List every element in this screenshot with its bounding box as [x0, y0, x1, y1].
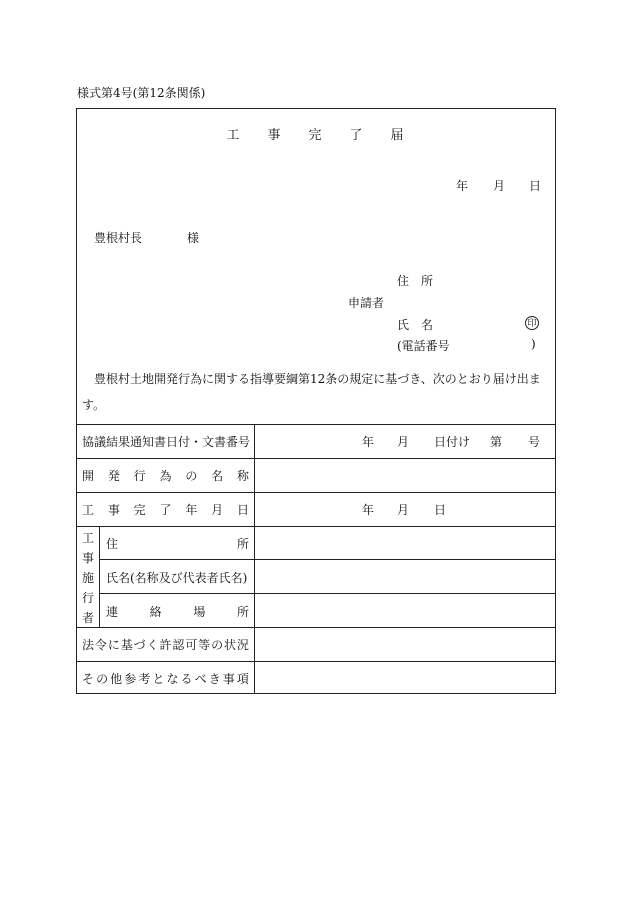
row1-date-suffix: 日付け	[434, 435, 471, 449]
row-label-permits-status	[82, 636, 249, 653]
label-char: 工	[82, 503, 95, 517]
addressee-name: 豊根村長	[94, 231, 143, 245]
row3-day: 日	[434, 503, 447, 517]
label-char: 為	[159, 469, 172, 483]
table-top-border	[76, 424, 556, 425]
label-char: 行	[133, 469, 146, 483]
table-row-divider	[99, 593, 556, 594]
seal-mark: 印	[525, 316, 539, 330]
row1-month: 月	[397, 435, 410, 449]
form-number-label: 様式第4号(第12条関係)	[77, 86, 206, 100]
label-char: 参	[124, 672, 137, 686]
label-char: 基	[120, 638, 133, 652]
row-label-completion-date	[82, 501, 249, 518]
applicant-name-label: 氏 名	[397, 318, 434, 332]
label-char: 状	[223, 638, 236, 652]
table-row-divider	[76, 661, 556, 662]
label-char: の	[185, 469, 198, 483]
label-char: 月	[211, 503, 224, 517]
applicant-phone-open: (電話番号	[397, 339, 450, 353]
label-char: 事	[81, 550, 94, 565]
label-char: 他	[110, 672, 123, 686]
date-day: 日	[529, 179, 542, 193]
applicant-label: 申請者	[348, 296, 385, 310]
label-char: 者	[81, 610, 94, 625]
label-char: 工	[81, 530, 94, 545]
table-row-divider	[76, 492, 556, 493]
label-char: な	[166, 672, 179, 686]
date-year: 年	[456, 179, 469, 193]
label-char: 事	[222, 672, 235, 686]
label-char: 況	[236, 638, 249, 652]
label-char: 名	[211, 469, 224, 483]
label-char: 絡	[149, 605, 162, 619]
label-char: の	[96, 672, 109, 686]
label-char: 連	[106, 605, 119, 619]
table-row-divider	[76, 627, 556, 628]
label-char: 項	[236, 672, 249, 686]
label-char: 所	[236, 605, 249, 619]
label-char: る	[180, 672, 193, 686]
row-label-notice-date-number: 協議結果通知書日付・文書番号	[82, 435, 251, 449]
label-char: 考	[138, 672, 151, 686]
label-char: 行	[81, 590, 94, 605]
addressee-honorific: 様	[187, 231, 200, 245]
label-char: き	[208, 672, 221, 686]
row1-year: 年	[362, 435, 375, 449]
label-char: 称	[236, 469, 249, 483]
contractor-name-label: 氏名(名称及び代表者氏名)	[106, 571, 248, 585]
applicant-phone-close: )	[531, 337, 536, 351]
row3-month: 月	[397, 503, 410, 517]
label-char: の	[211, 638, 224, 652]
label-char: 施	[81, 570, 94, 585]
row3-year: 年	[362, 503, 375, 517]
label-char: 等	[198, 638, 211, 652]
body-paragraph: 豊根村土地開発行為に関する指導要綱第12条の規定に基づき、次のとおり届け出ます。	[82, 372, 541, 412]
label-char: そ	[82, 672, 95, 686]
table-row-divider	[99, 559, 556, 560]
label-char: 認	[172, 638, 185, 652]
label-char: 年	[185, 503, 198, 517]
row-label-other-notes	[82, 670, 249, 687]
table-column-divider	[254, 424, 255, 694]
label-char: 法	[82, 638, 95, 652]
label-char: く	[146, 638, 159, 652]
label-char: 事	[107, 503, 120, 517]
label-char: 可	[185, 638, 198, 652]
table-row-divider	[76, 458, 556, 459]
table-row-divider	[76, 526, 556, 527]
row1-number-prefix: 第	[490, 435, 503, 449]
label-char: づ	[133, 638, 146, 652]
row1-number-suffix: 号	[528, 435, 541, 449]
label-char: 了	[159, 503, 172, 517]
label-char: 開	[82, 469, 95, 483]
label-char: 発	[107, 469, 120, 483]
contractor-address-label	[106, 535, 249, 552]
date-month: 月	[493, 179, 506, 193]
contractor-group-label	[77, 527, 99, 627]
label-char: 令	[94, 638, 107, 652]
contractor-contact-label	[106, 603, 249, 620]
applicant-address-label: 住 所	[397, 274, 434, 288]
table-group-divider	[99, 526, 100, 627]
label-char: べ	[194, 672, 207, 686]
label-char: 完	[133, 503, 146, 517]
label-char: 日	[236, 503, 249, 517]
label-char: 場	[193, 605, 206, 619]
label-char: に	[107, 638, 120, 652]
label-char: 住	[106, 537, 119, 551]
label-char: 所	[236, 537, 249, 551]
label-char: 許	[159, 638, 172, 652]
label-char: と	[152, 672, 165, 686]
row-label-development-name	[82, 467, 249, 484]
form-title: 工事完了届	[226, 128, 432, 143]
